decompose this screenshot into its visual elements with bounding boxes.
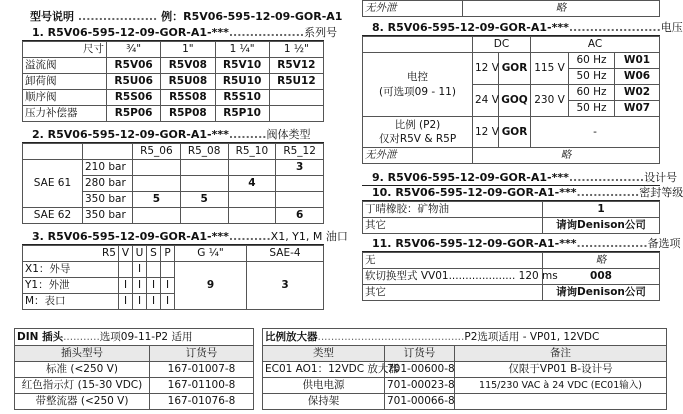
table-row: Y1：外泄 I I I I (23, 278, 324, 294)
table-row: 顺序阀 R5S06 R5S08 R5S10 (23, 90, 324, 106)
table-row: 红色指示灯 (15-30 VDC) 167-01100-8 (15, 378, 254, 394)
model-code-line (30, 8, 342, 24)
options-table (362, 252, 660, 301)
g14-value: 9 (175, 262, 247, 310)
table-row: 溢流阀 R5V06 R5V08 R5V10 R5V12 (23, 58, 324, 74)
sec11-heading: 11. R5V06-595-12-09-GOR-A1-***.................备选项 (362, 235, 660, 252)
series-table (22, 41, 324, 122)
table-row: 丁晴橡胶：矿物油 1 (363, 202, 660, 218)
sec3-heading: 3. R5V06-595-12-09-GOR-A1-***..........X1, Y1, M 油口 (22, 228, 324, 245)
table-row: X1：外导 I 9 3 (23, 262, 324, 278)
sec10-heading: 10. R5V06-595-12-09-GOR-A1-***...............密封等级 (362, 184, 660, 201)
table-row: 供电电源 701-00023-8 115/230 VAC à 24 VDC (EC01输入) (263, 378, 667, 394)
amp-title-row: 比例放大器............................................P2选项适用 - VP01, 12VDC (263, 329, 667, 346)
table-row: 带整流器 (<250 V) 167-01076-8 (15, 394, 254, 410)
sae62-label: SAE 62 (23, 208, 83, 224)
proportional-control: 比例 (P2) 仅对R5V & R5P (363, 117, 473, 148)
table-row: 卸荷阀 R5U06 R5U08 R5U10 R5U12 (23, 74, 324, 90)
size-1-1-4: 1 ¼" (215, 42, 269, 58)
right-top-row: 无外泄 略 (362, 0, 660, 17)
table-row: 其它 请询Denison公司 (363, 218, 660, 234)
table-row: EC01 AO1：12VDC 放大器 701-00600-8 仅限于VP01 B-设计号 (263, 362, 667, 378)
sec1-heading: 1. R5V06-595-12-09-GOR-A1-***..................系列号 (22, 24, 324, 41)
size-1: 1" (161, 42, 215, 58)
sae4-value: 3 (247, 262, 324, 310)
table-row: SAE 62 350 bar 6 (23, 208, 324, 224)
table-row: SAE 61 210 bar 3 (23, 160, 324, 176)
dc-header: DC (473, 37, 531, 53)
model-code-dots: ................... (77, 10, 158, 23)
table-row: 标准 (<250 V) 167-01007-8 (15, 362, 254, 378)
size-header: 尺寸 (23, 42, 107, 58)
sae61-label: SAE 61 (23, 160, 83, 208)
table-row: M：表口 I I I I (23, 294, 324, 310)
port-table: R5 V U S P G ¼" SAE-4 X1：外导 I 9 3 Y1：外泄 I I I I M：表口 I I I I (22, 245, 324, 310)
table-row: 无 略 (363, 253, 660, 269)
sec2-heading: 2. R5V06-595-12-09-GOR-A1-***.........阀体类型 (22, 126, 324, 143)
table-row: 其它 请询Denison公司 (363, 285, 660, 301)
din-plug-table: DIN 插头...........选项09-11-P2 适用 插头型号 订货号 标准 (<250 V) 167-01007-8 红色指示灯 (15-30 VDC) 167-01100-8 带整流器 (<250 V) 167-01076-8 (14, 328, 254, 410)
voltage-table: DC AC 电控 (可选项09 - 11) 12 V GOR 115 V 60 Hz W01 50 Hz W06 24 V GOQ 230 V 60 Hz W02 50 Hz W07 比例 (P2) 仅对R5V & R5P 12 V GOR - 无外泄 略 (362, 36, 660, 164)
size-3-4: ¾" (107, 42, 161, 58)
table-row: 软切换型式 VV01.................... 120 ms 008 (363, 269, 660, 285)
electric-control: 电控 (可选项09 - 11) (363, 53, 473, 117)
din-title-row: DIN 插头...........选项09-11-P2 适用 (15, 329, 254, 346)
table-row: 保持架 701-00066-8 (263, 394, 667, 410)
table-row: 280 bar 4 (23, 176, 324, 192)
table-row: 压力补偿器 R5P06 R5P08 R5P10 (23, 106, 324, 122)
sec9-heading: 9. R5V06-595-12-09-GOR-A1-***..................设计号 (362, 169, 660, 186)
sec8-heading: 8. R5V06-595-12-09-GOR-A1-***......................电压 (362, 19, 660, 36)
seal-table (362, 201, 660, 234)
amplifier-table: 比例放大器............................................P2选项适用 - VP01, 12VDC 类型 订货号 备注 EC01 AO1：12VDC 放大器 701-00600-8 仅限于VP01 B-设计号 供电电源 701-00023-8 115/230 VAC à 24 VDC (EC01输入) 保持架 701-00066-8 (262, 328, 667, 410)
size-1-1-2: 1 ½" (269, 42, 323, 58)
body-type-table: R5_06 R5_08 R5_10 R5_12 SAE 61 210 bar 3 280 bar 4 350 bar 5 5 SAE 62 350 bar 6 (22, 143, 324, 224)
ac-header: AC (531, 37, 660, 53)
model-code-title: 型号说明 (30, 10, 74, 23)
table-row: 350 bar 5 5 (23, 192, 324, 208)
model-code-example: 例：R5V06-595-12-09-GOR-A1 (161, 10, 343, 23)
